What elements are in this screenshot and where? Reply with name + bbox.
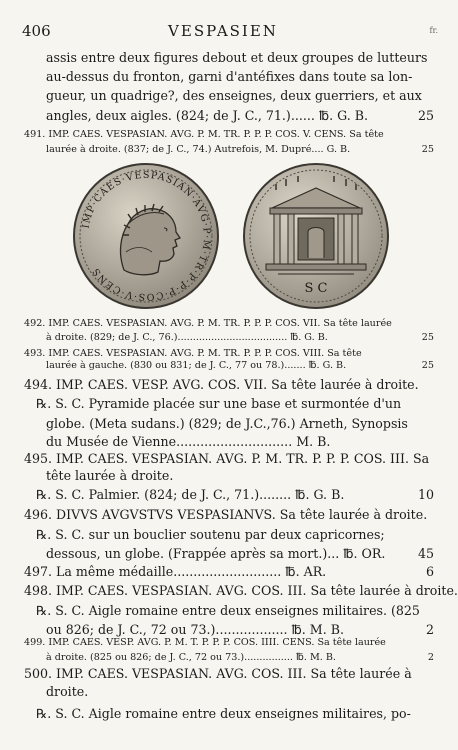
rarity-value: 25 — [421, 332, 434, 343]
line-text: 495. IMP. CAES. VESPASIAN. AVG. P. M. TR. P. P. P. COS. III. Sa — [24, 451, 430, 466]
line-text: gueur, un quadrige?, des enseignes, deux guerriers, et aux — [46, 88, 422, 103]
rarity-value: 45 — [417, 546, 434, 561]
coin-legend: IMP·CAES·VESPASIAN·AVG·P·M·TR·P·P·P·COS·V·CENS — [80, 169, 213, 303]
line-text: ℞. S. C. Aigle romaine entre deux enseignes militaires. (825 — [36, 603, 420, 618]
rarity-value: 6 — [425, 564, 434, 579]
line-text: ℞. S. C. sur un bouclier soutenu par deux capricornes; — [36, 527, 385, 542]
line-text: du Musée de Vienne............................. M. B. — [46, 434, 331, 449]
line-text: 492. IMP. CAES. VESPASIAN. AVG. P. M. TR. P. P. P. COS. VII. Sa tête laurée — [24, 318, 392, 329]
line-text: droite. — [46, 684, 89, 699]
sc-mark: S C — [304, 281, 328, 296]
coin-obverse — [72, 162, 220, 310]
line-text: dessous, un globe. (Frappée après sa mort.)... ℔. OR. — [46, 546, 386, 561]
line-text: 497. La même médaille........................... ℔. AR. — [24, 564, 327, 579]
rarity-value: 25 — [421, 144, 434, 155]
line-text: 500. IMP. CAES. VESPASIAN. AVG. COS. III. Sa tête laurée à — [24, 666, 412, 681]
page-number: 406 — [22, 22, 51, 40]
line-text: ℞. S. C. Pyramide placée sur une base et surmontée d'un — [36, 396, 402, 411]
rarity-value: 25 — [421, 360, 434, 371]
line-text: globe. (Meta sudans.) (829; de J.C.,76.) Arneth, Synopsis — [46, 416, 408, 431]
rarity-value: 10 — [417, 487, 434, 502]
coin-reverse — [242, 162, 390, 310]
line-text: 491. IMP. CAES. VESPASIAN. AVG. P. M. TR. P. P. P. COS. V. CENS. Sa tête — [24, 129, 384, 140]
line-text: laurée à gauche. (830 ou 831; de J. C., 77 ou 78.)....... ℔. G. B. — [46, 360, 347, 371]
line-text: au-dessus du fronton, garni d'antéfixes dans toute sa lon- — [46, 69, 413, 84]
rarity-value: 2 — [425, 622, 434, 637]
rarity-value: 2 — [427, 652, 434, 663]
line-text: laurée à droite. (837; de J. C., 74.) Autrefois, M. Dupré.... G. B. — [46, 144, 351, 155]
line-text: 499. IMP. CAES. VESP. AVG. P. M. T. P. P. P. COS. IIII. CENS. Sa tête laurée — [24, 637, 386, 648]
line-text: 496. DIVVS AVGVSTVS VESPASIANVS. Sa tête laurée à droite. — [24, 507, 428, 522]
line-text: à droite. (825 ou 826; de J. C., 72 ou 73.)................ ℔. M. B. — [46, 652, 336, 663]
line-text: 493. IMP. CAES. VESPASIAN. AVG. P. M. TR. P. P. P. COS. VIII. Sa tête — [24, 348, 362, 359]
line-text: ℞. S. C. Aigle romaine entre deux enseignes militaires, po- — [36, 706, 411, 721]
line-text: assis entre deux figures debout et deux groupes de lutteurs — [46, 50, 428, 65]
line-text: 498. IMP. CAES. VESPASIAN. AVG. COS. III. Sa tête laurée à droite. — [24, 583, 458, 598]
line-text: ou 826; de J. C., 72 ou 73.).................. ℔. M. B. — [46, 622, 344, 637]
line-text: à droite. (829; de J. C., 76.).................................... ℔. G. B. — [46, 332, 328, 343]
coin-illustration — [72, 158, 392, 310]
line-text: tête laurée à droite. — [46, 468, 174, 483]
margin-mark: fr. — [429, 26, 438, 35]
line-text: angles, deux aigles. (824; de J. C., 71.)...... ℔. G. B. — [46, 108, 369, 123]
rarity-value: 25 — [417, 108, 434, 123]
page-header — [0, 22, 446, 42]
page-title: VESPASIEN — [168, 22, 278, 40]
line-text: 494. IMP. CAES. VESP. AVG. COS. VII. Sa tête laurée à droite. — [24, 377, 419, 392]
line-text: ℞. S. C. Palmier. (824; de J. C., 71.)........ ℔. G. B. — [36, 487, 345, 502]
